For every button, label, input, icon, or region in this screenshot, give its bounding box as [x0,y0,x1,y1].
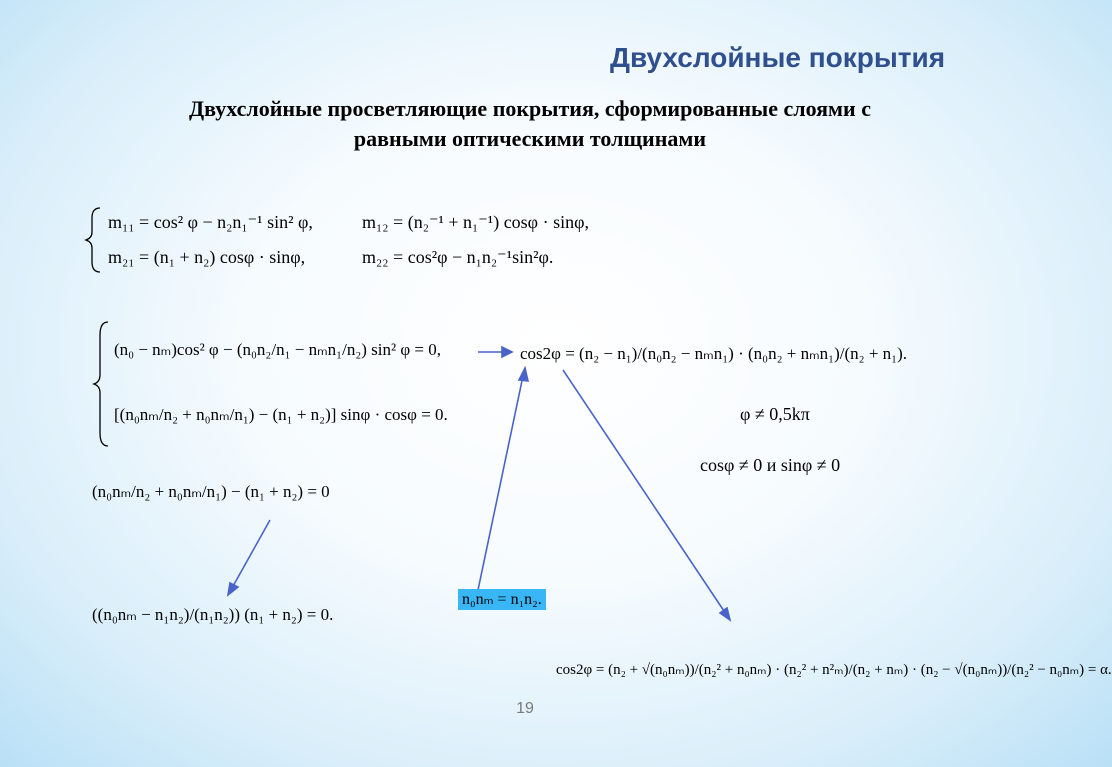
eq-m12: m₁₂ = (n₂⁻¹ + n₁⁻¹) cosφ · sinφ, [362,212,589,232]
eq-left-condition-2: ((n₀nₘ − n₁n₂)/(n₁n₂)) (n₁ + n₂) = 0. [92,605,334,624]
page-number: 19 [516,700,534,717]
eq-system-a: (n₀ − nₘ)cos² φ − (n₀n₂/n₁ − nₘn₁/n₂) sin² φ = 0, [114,340,442,359]
subtitle-line-1: Двухслойные просветляющие покрытия, сформированные слоями с [189,96,871,121]
eq-highlight [458,589,546,609]
highlight-box: n₀nₘ = n₁n₂. [458,589,546,610]
eq-final: cos2φ = (n₂ + √(n₀nₘ))/(n₂² + n₀nₘ) · (n₂² + n²ₘ)/(n₂ + nₘ) · (n₂ − √(n₀nₘ))/(n₂² − n₀nₘ) = α. [556,662,1112,678]
subtitle-line-2: равными оптическими толщинами [353,126,707,151]
eq-cos-sin-condition: cosφ ≠ 0 и sinφ ≠ 0 [700,455,841,475]
eq-phi-condition: φ ≠ 0,5kπ [740,404,810,424]
eq-m11: m₁₁ = cos² φ − n₂n₁⁻¹ sin² φ, [108,212,313,232]
eq-m22: m₂₂ = cos²φ − n₁n₂⁻¹sin²φ. [362,247,554,267]
eq-left-condition: (n₀nₘ/n₂ + n₀nₘ/n₁) − (n₁ + n₂) = 0 [92,482,330,501]
slide-title: Двухслойные покрытия [610,42,946,73]
eq-system-b: [(n₀nₘ/n₂ + n₀nₘ/n₁) − (n₁ + n₂)] sinφ · cosφ = 0. [114,405,448,424]
eq-cos2phi: cos2φ = (n₂ − n₁)/(n₀n₂ − nₘn₁) · (n₀n₂ + nₘn₁)/(n₂ + n₁). [520,344,908,363]
eq-m21: m₂₁ = (n₁ + n₂) cosφ · sinφ, [108,247,306,267]
